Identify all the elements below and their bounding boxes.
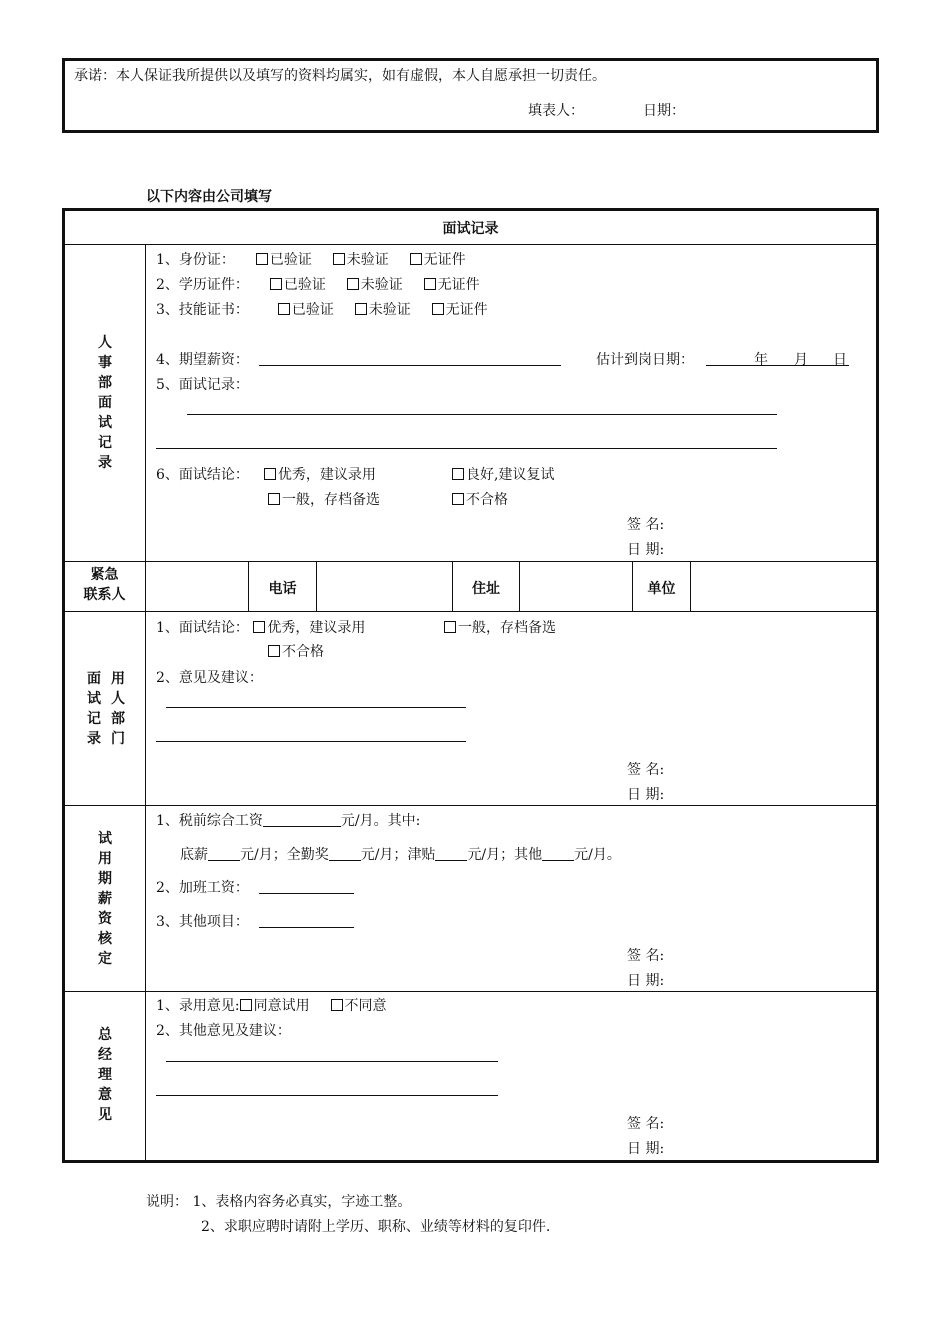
emergency-label [64, 565, 145, 605]
pretax-label: 1、税前综合工资 [156, 813, 263, 829]
gm-sign-label: 签 名: [627, 1116, 665, 1132]
dept-date-label: 日 期: [627, 787, 665, 803]
checkbox[interactable] [256, 253, 268, 265]
salary-section-label [95, 829, 115, 969]
hire-opinion-row [156, 995, 387, 1015]
record-label: 5、面试记录： [156, 377, 249, 393]
other-field[interactable] [542, 846, 574, 861]
verified-option: 已验证 [269, 252, 312, 268]
pretax-unit: 元/月。其中: [340, 813, 421, 829]
no-certificate-option: 无证件 [445, 302, 488, 318]
unit-label: 单位 [647, 581, 676, 597]
education-row [156, 274, 480, 294]
phone-label: 电话 [268, 581, 297, 597]
phone-field[interactable] [317, 562, 452, 611]
checkbox[interactable] [278, 303, 290, 315]
checkbox[interactable] [253, 621, 265, 633]
checkbox[interactable] [410, 253, 422, 265]
pretax-field[interactable] [263, 812, 341, 827]
salary-label: 4、期望薪资： [156, 352, 249, 368]
notes-row-1 [146, 1191, 411, 1211]
conclusion-good-row [452, 464, 554, 484]
hr-section-label [95, 333, 115, 473]
checkbox[interactable] [268, 493, 280, 505]
emergency-label-line2: 联系人 [83, 587, 126, 603]
conclusion-excellent: 优秀，建议录用 [277, 467, 376, 483]
checkbox[interactable] [331, 999, 343, 1011]
unverified-option: 未验证 [368, 302, 411, 318]
dept-advice-label: 2、意见及建议： [156, 670, 263, 686]
checkbox[interactable] [452, 468, 464, 480]
checkbox[interactable] [268, 645, 280, 657]
dept-conclusion-fail: 不合格 [282, 644, 324, 660]
hr-conclusion-label: 6、面试结论： [156, 467, 249, 483]
record-line[interactable] [156, 448, 777, 449]
others-field[interactable] [259, 927, 354, 928]
base-unit: 元/月； [240, 847, 287, 863]
pledge-text: 承诺：本人保证我所提供以及填写的资料均属实，如有虚假，本人自愿承担一切责任。 [74, 68, 606, 84]
conclusion-average-row [268, 489, 380, 509]
salary-date-label: 日 期: [627, 973, 665, 989]
attendance-field[interactable] [329, 846, 361, 861]
allowance-field[interactable] [435, 846, 467, 861]
arrival-date-label: 估计到岗日期： [596, 352, 694, 368]
gm-advice-line[interactable] [156, 1095, 498, 1096]
hr-sign-label: 签 名: [627, 517, 665, 533]
salary-section-label-text: 试用期薪资核定 [98, 831, 112, 967]
checkbox[interactable] [347, 278, 359, 290]
dept-advice-line[interactable] [156, 741, 466, 742]
dept-conclusion-excellent: 优秀，建议录用 [267, 620, 366, 636]
checkbox[interactable] [424, 278, 436, 290]
agree-option: 同意试用 [253, 998, 310, 1014]
conclusion-fail: 不合格 [466, 492, 508, 508]
gm-section-label-text: 总经理意见 [98, 1027, 112, 1123]
skill-label: 3、技能证书： [156, 302, 249, 318]
base-field[interactable] [208, 846, 240, 861]
dept-sign-label: 签 名: [627, 762, 665, 778]
dept-conclusion-fail-row [268, 641, 324, 661]
notes-prefix: 说明： [146, 1194, 188, 1210]
pretax-row [156, 810, 420, 830]
conclusion-good: 良好,建议复试 [466, 467, 555, 483]
hire-opinion-label: 1、录用意见: [156, 998, 240, 1014]
record-line[interactable] [187, 414, 777, 415]
year-label: 年 [754, 352, 768, 368]
emergency-name-field[interactable] [146, 562, 248, 611]
overtime-field[interactable] [259, 893, 354, 894]
conclusion-fail-row [452, 489, 508, 509]
hr-date-label: 日 期: [627, 542, 665, 558]
filler-label: 填表人： [528, 103, 584, 119]
gm-other-label: 2、其他意见及建议： [156, 1023, 291, 1039]
pledge-date-label: 日期： [643, 103, 685, 119]
verified-option: 已验证 [291, 302, 334, 318]
checkbox[interactable] [444, 621, 456, 633]
dept-label-col2 [108, 669, 128, 749]
salary-field[interactable] [259, 365, 561, 366]
dept-conclusion-row [156, 617, 365, 637]
no-certificate-option: 无证件 [423, 252, 466, 268]
month-label: 月 [794, 352, 808, 368]
note-2: 2、求职应聘时请附上学历、职称、业绩等材料的复印件. [201, 1219, 551, 1235]
interview-title: 面试记录 [442, 221, 499, 237]
other-unit: 元/月。 [574, 847, 621, 863]
dept-conclusion-average-row [444, 617, 556, 637]
checkbox[interactable] [270, 278, 282, 290]
gm-section-label [95, 1025, 115, 1125]
hr-section-label-text: 人事部面试记录 [98, 335, 112, 471]
allowance-unit: 元/月； [467, 847, 515, 863]
dept-label-col2-text: 用人部门 [111, 671, 125, 747]
company-fill-heading: 以下内容由公司填写 [146, 189, 272, 205]
checkbox[interactable] [240, 999, 252, 1011]
gm-advice-line[interactable] [166, 1061, 498, 1062]
checkbox[interactable] [432, 303, 444, 315]
dept-conclusion-average: 一般，存档备选 [458, 620, 556, 636]
allowance-label: 津贴 [407, 847, 436, 863]
base-label: 底薪 [180, 847, 208, 863]
unverified-option: 未验证 [346, 252, 389, 268]
checkbox[interactable] [452, 493, 464, 505]
skill-row [156, 299, 488, 319]
day-label: 日 [833, 352, 847, 368]
arrival-date-field[interactable] [706, 365, 849, 366]
disagree-option: 不同意 [344, 998, 387, 1014]
id-card-label: 1、身份证： [156, 252, 235, 268]
note-1: 1、表格内容务必真实，字迹工整。 [192, 1194, 412, 1210]
others-label: 3、其他项目： [156, 914, 249, 930]
education-label: 2、学历证件： [156, 277, 249, 293]
gm-date-label: 日 期: [627, 1141, 665, 1157]
dept-label-col1 [84, 669, 104, 749]
no-certificate-option: 无证件 [437, 277, 480, 293]
dept-conclusion-label: 1、面试结论： [156, 620, 249, 636]
checkbox[interactable] [333, 253, 345, 265]
attendance-label: 全勤奖 [286, 847, 329, 863]
checkbox[interactable] [355, 303, 367, 315]
address-label: 住址 [472, 581, 500, 597]
other-label: 其他 [514, 847, 543, 863]
attendance-unit: 元/月； [360, 847, 408, 863]
hr-conclusion-row [156, 464, 376, 484]
salary-sign-label: 签 名: [627, 948, 665, 964]
dept-label-col1-text: 面试记录 [87, 671, 101, 747]
unit-field[interactable] [691, 562, 877, 611]
overtime-label: 2、加班工资： [156, 880, 249, 896]
unverified-option: 未验证 [360, 277, 403, 293]
verified-option: 已验证 [283, 277, 326, 293]
checkbox[interactable] [264, 468, 276, 480]
id-card-row [156, 249, 466, 269]
dept-advice-line[interactable] [166, 707, 466, 708]
salary-breakdown-row [180, 844, 621, 864]
address-field[interactable] [520, 562, 632, 611]
emergency-label-line1: 紧急 [90, 567, 119, 583]
conclusion-average: 一般，存档备选 [282, 492, 380, 508]
